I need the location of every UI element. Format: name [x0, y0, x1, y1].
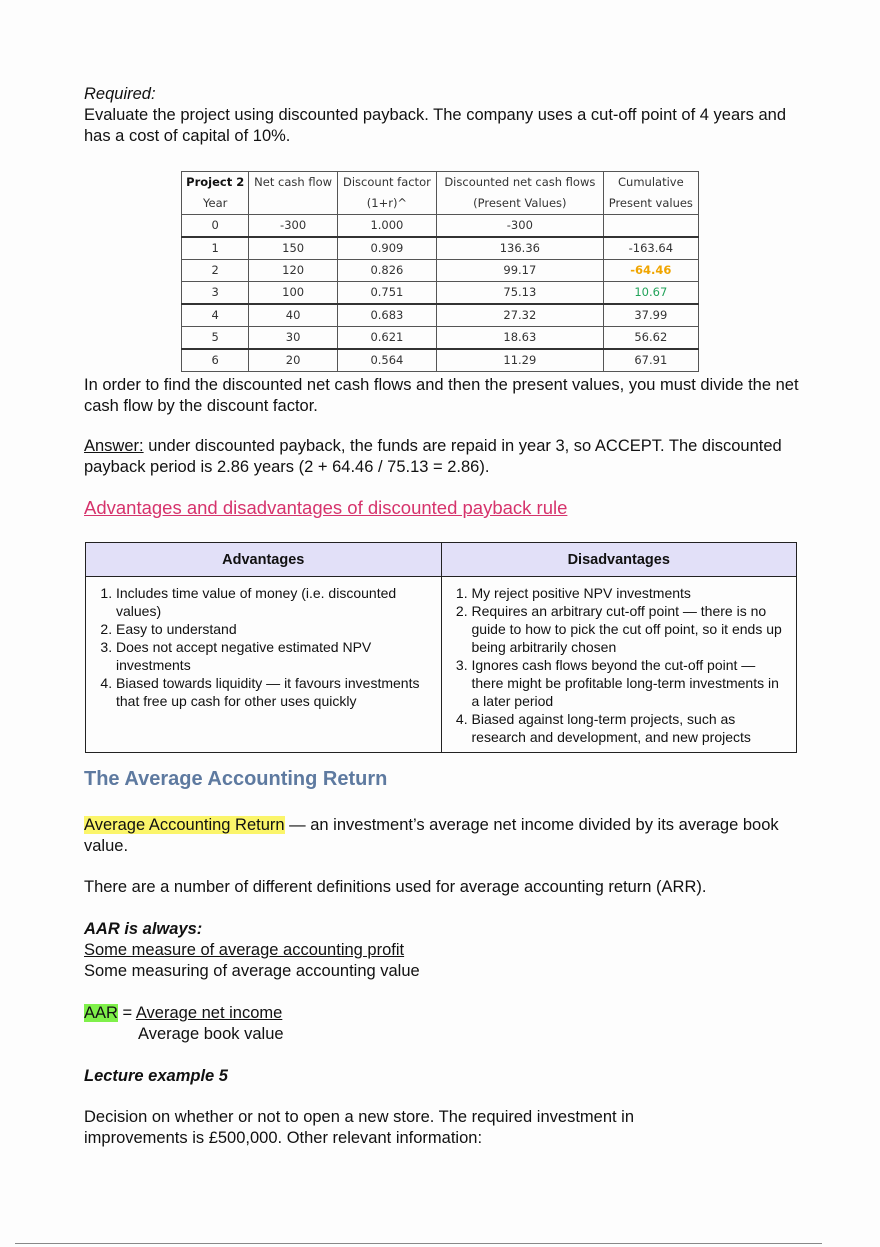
page-divider [15, 1243, 822, 1244]
header-cell: (1+r)^ [337, 193, 436, 215]
table-cell: 30 [249, 327, 337, 350]
advantages-table [85, 542, 797, 753]
advantage-item: 4. Biased towards liquidity — it favours investments that free up cash for other uses quickly [116, 674, 435, 710]
table-cell: 1 [182, 237, 249, 260]
header-cell: Net cash flow [249, 172, 337, 194]
aar-term: Average Accounting Return [84, 816, 285, 834]
required-label: Required: [84, 85, 156, 103]
always-item: Some measure of average accounting profit [84, 941, 405, 959]
disadvantage-item: 3. Ignores cash flows beyond the cut-off point — there might be profitable long-term investments in a later period [472, 656, 791, 710]
always-item: Some measuring of average accounting value [84, 962, 420, 980]
table-cell: 75.13 [437, 282, 604, 305]
header-cell: Discount factor [337, 172, 436, 194]
header-cell: Year [182, 193, 249, 215]
formula-numerator: Average net income [135, 1004, 283, 1022]
example-text: Decision on whether or not to open a new store. The required investment in improvements is £500,000. Other relevant information: [84, 1108, 635, 1147]
table-row [182, 215, 699, 238]
table-row [182, 237, 699, 260]
task-text: Evaluate the project using discounted payback. The company uses a cut-off point of 4 years and has a cost of capital of 10%. [84, 106, 786, 145]
table-row [182, 282, 699, 305]
explanation-text: In order to find the discounted net cash flows and then the present values, you must divide the net cash flow by the discount factor. [84, 376, 799, 415]
header-cell: Present values [603, 193, 698, 215]
example-label: Lecture example 5 [84, 1067, 228, 1085]
table-cell: -163.64 [603, 237, 698, 260]
table-cell: 136.36 [437, 237, 604, 260]
disadvantage-item: 1. My reject positive NPV investments [472, 584, 791, 602]
disadvantages-cell [441, 577, 797, 753]
header-cell [249, 193, 337, 215]
header-cell: Cumulative [603, 172, 698, 194]
table-cell: 5 [182, 327, 249, 350]
aar-heading: The Average Accounting Return [84, 768, 388, 790]
required-section [84, 84, 804, 147]
formula-lhs: AAR [84, 1004, 118, 1022]
header-cell: Project 2 [182, 172, 249, 194]
table-cell: 0.683 [337, 304, 436, 327]
table-cell: 120 [249, 260, 337, 282]
definitions-note: There are a number of different definitions used for average accounting return (ARR). [84, 878, 707, 896]
answer-text: under discounted payback, the funds are repaid in year 3, so ACCEPT. The discounted payback period is 2.86 years (2 + 64.46 / 75.13 = 2.86). [84, 437, 782, 476]
disadvantage-item: 4. Biased against long-term projects, such as research and development, and new projects [472, 710, 791, 746]
formula-eq: = [117, 1004, 136, 1022]
advantages-cell [86, 577, 442, 753]
formula-denominator: Average book value [138, 1025, 284, 1043]
table-row [182, 304, 699, 327]
table-cell: 37.99 [603, 304, 698, 327]
always-label: AAR is always: [84, 920, 203, 938]
aar-always [84, 919, 804, 982]
table-cell: -300 [249, 215, 337, 238]
table-cell: 11.29 [437, 349, 604, 372]
table-cell [603, 215, 698, 238]
table-row [182, 349, 699, 372]
aar-definition-text: — an investment’s average net income divided by its average book value. [84, 816, 779, 855]
table-cell: -300 [437, 215, 604, 238]
advantages-list [90, 584, 435, 710]
table-cell: 10.67 [603, 282, 698, 305]
table-cell: 56.62 [603, 327, 698, 350]
table-cell: 150 [249, 237, 337, 260]
disadvantages-header: Disadvantages [441, 543, 797, 577]
table-cell: 99.17 [437, 260, 604, 282]
aar-formula [84, 1003, 804, 1045]
table-cell: 0.909 [337, 237, 436, 260]
disadvantage-item: 2. Requires an arbitrary cut-off point — there is no guide to how to pick the cut off point, so it ends up being arbitrarily chosen [472, 602, 791, 656]
discounted-cash-flow-table [181, 171, 699, 372]
adv-disadv-heading: Advantages and disadvantages of discounted payback rule [84, 497, 568, 518]
table-row [182, 327, 699, 350]
table-cell: 0.751 [337, 282, 436, 305]
answer-label: Answer: [84, 437, 144, 455]
answer-paragraph [84, 436, 804, 478]
table-row [182, 260, 699, 282]
table-cell: 40 [249, 304, 337, 327]
advantage-item: 3. Does not accept negative estimated NPV investments [116, 638, 435, 674]
table-cell: 2 [182, 260, 249, 282]
advantage-item: 2. Easy to understand [116, 620, 435, 638]
table-cell: 1.000 [337, 215, 436, 238]
table-cell: 100 [249, 282, 337, 305]
header-cell: (Present Values) [437, 193, 604, 215]
advantages-header: Advantages [86, 543, 442, 577]
table-cell: 6 [182, 349, 249, 372]
table-cell: 18.63 [437, 327, 604, 350]
table-cell: 0 [182, 215, 249, 238]
table-cell: -64.46 [603, 260, 698, 282]
table-cell: 67.91 [603, 349, 698, 372]
aar-definition [84, 815, 804, 857]
disadvantages-list [446, 584, 791, 746]
table-cell: 0.621 [337, 327, 436, 350]
table-cell: 27.32 [437, 304, 604, 327]
table-cell: 0.826 [337, 260, 436, 282]
table-cell: 4 [182, 304, 249, 327]
table-cell: 0.564 [337, 349, 436, 372]
table-cell: 20 [249, 349, 337, 372]
header-cell: Discounted net cash flows [437, 172, 604, 194]
advantage-item: 1. Includes time value of money (i.e. discounted values) [116, 584, 435, 620]
table-cell: 3 [182, 282, 249, 305]
